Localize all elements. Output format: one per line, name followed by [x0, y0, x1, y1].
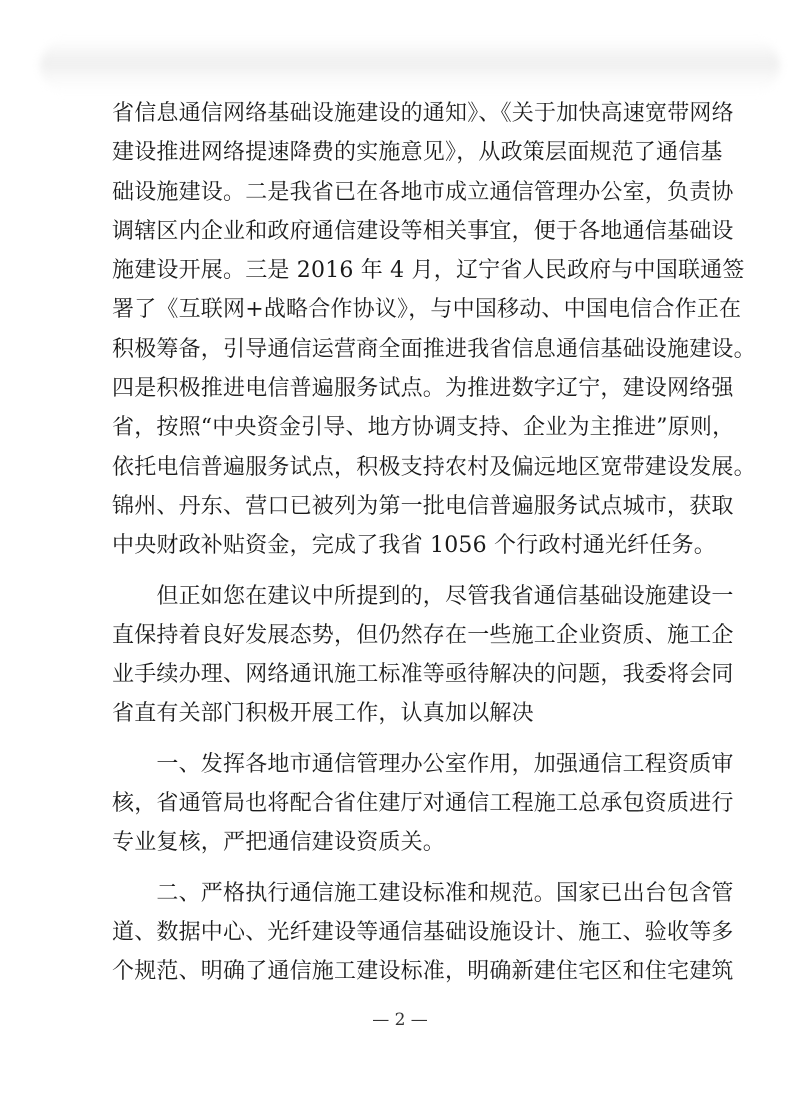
- text-line: 中央财政补贴资金，完成了我省 1056 个行政村通光纤任务。: [112, 533, 716, 559]
- text-line: 省直有关部门积极开展工作，认真加以解决: [112, 701, 534, 727]
- paragraph-4: [112, 874, 734, 992]
- text-line: 但正如您在建议中所提到的，尽管我省通信基础设施建设一: [112, 583, 734, 609]
- scan-artifact: [40, 38, 780, 94]
- text-line: 一、发挥各地市通信管理办公室作用，加强通信工程资质审: [112, 751, 734, 777]
- text-line: 建设推进网络提速降费的实施意见》，从政策层面规范了通信基: [112, 140, 723, 166]
- text-line: 道、数据中心、光纤建设等通信基础设施设计、施工、验收等多: [112, 919, 734, 945]
- text-line: 署了《互联网+战略合作协议》，与中国移动、中国电信合作正在: [112, 297, 742, 323]
- text-line: 省，按照“中央资金引导、地方协调支持、企业为主推进”原则，: [112, 415, 735, 441]
- text-line: 四是积极推进电信普遍服务试点。为推进数字辽宁，建设网络强: [112, 376, 734, 402]
- text-line: 核，省通管局也将配合省住建厅对通信工程施工总承包资质进行: [112, 791, 734, 817]
- paragraph-2: [112, 577, 734, 734]
- text-line: 施建设开展。三是 2016 年 4 月，辽宁省人民政府与中国联通签: [112, 258, 745, 284]
- text-line: 锦州、丹东、营口已被列为第一批电信普遍服务试点城市，获取: [112, 493, 734, 519]
- text-line: 省信息通信网络基础设施建设的通知》、《关于加快高速宽带网络: [112, 101, 734, 126]
- text-line: 依托电信普遍服务试点，积极支持农村及偏远地区宽带建设发展。: [112, 454, 756, 480]
- page-number: — 2 —: [372, 1010, 428, 1030]
- paragraph-1: [112, 94, 756, 566]
- text-line: 础设施建设。二是我省已在各地市成立通信管理办公室，负责协: [112, 179, 734, 205]
- paragraph-3: [112, 745, 734, 863]
- text-line: 直保持着良好发展态势，但仍然存在一些施工企业资质、施工企: [112, 622, 734, 648]
- text-line: 积极筹备，引导通信运营商全面推进我省信息通信基础设施建设。: [112, 336, 756, 362]
- text-line: 专业复核，严把通信建设资质关。: [112, 830, 446, 856]
- document-body: [112, 94, 756, 992]
- text-line: 二、严格执行通信施工建设标准和规范。国家已出台包含管: [112, 880, 734, 906]
- text-line: 个规范、明确了通信施工建设标准，明确新建住宅区和住宅建筑: [112, 959, 734, 985]
- text-line: 调辖区内企业和政府通信建设等相关事宜，便于各地通信基础设: [112, 218, 734, 244]
- text-line: 业手续办理、网络通讯施工标准等亟待解决的问题，我委将会同: [112, 662, 734, 688]
